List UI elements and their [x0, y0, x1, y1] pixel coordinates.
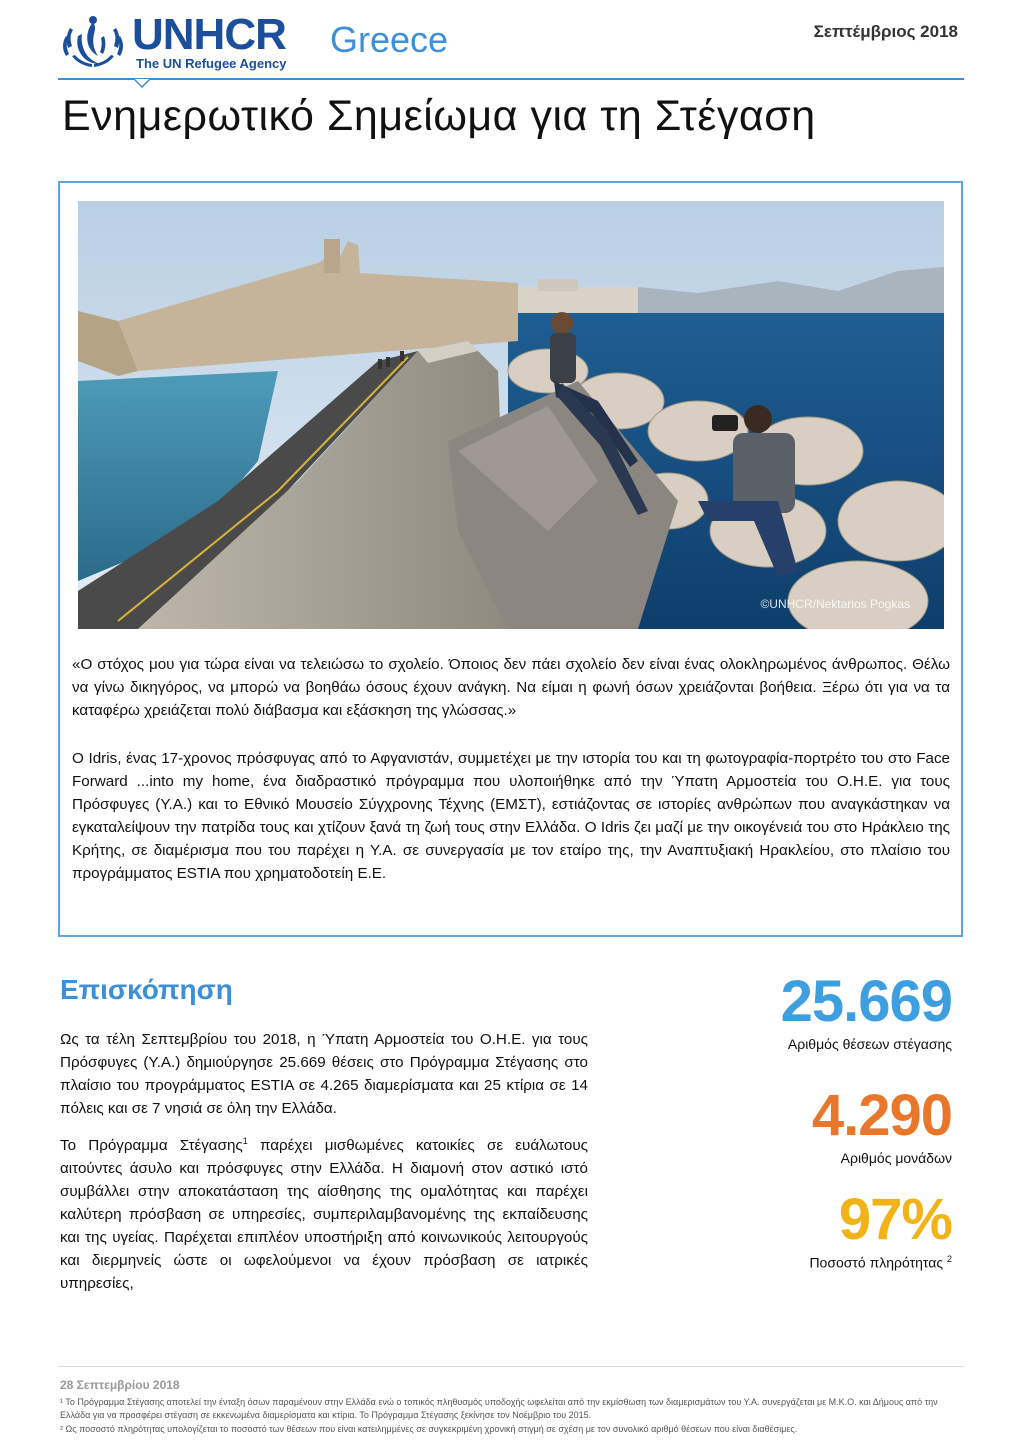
unhcr-emblem-icon: [58, 14, 128, 72]
stat-housing-places: [780, 969, 952, 1052]
unhcr-logo[interactable]: [58, 12, 318, 74]
footnote-1: ¹ Το Πρόγραμμα Στέγασης αποτελεί την ένταξη όσων παραμένουν στην Ελλάδα ενώ ο τοπικός πληθυσμός υποδοχής ωφελείται από την εκμίσθωση των διαμερισμάτων του Υ.Α. συνεργάζεται με Μ.Κ.Ο. και Δήμους από την Ελλάδα για να προσφέρει στέγαση σε εκκενωμένα διαμερίσματα και κτίρια. Το Πρόγραμμα Στέγασης ξεκίνησε τον Νοέμβριο του 2015.: [60, 1397, 938, 1420]
document-title: Ενημερωτικό Σημείωμα για τη Στέγαση: [62, 92, 816, 140]
feature-box: [58, 181, 963, 937]
footnotes: [60, 1396, 960, 1437]
footnote-ref-2[interactable]: 2: [946, 1254, 952, 1264]
feature-photo: [78, 201, 944, 629]
overview-paragraph-1: Ως τα τέλη Σεπτεμβρίου του 2018, η Ύπατη Αρμοστεία του Ο.Η.Ε. για τους Πρόσφυγες (Υ.Α.) δημιούργησε 25.669 θέσεις στο Πρόγραμμα Στέγασης στο πλαίσιο του προγράμματος ESTIA σε 4.265 διαμερίσματα και 25 κτίρια σε 14 πόλεις και σε 7 νησιά σε όλη την Ελλάδα.: [60, 1031, 588, 1117]
feature-quote: «Ο στόχος μου για τώρα είναι να τελειώσω το σχολείο. Όποιος δεν πάει σχολείο δεν είναι ένας ολοκληρωμένος άνθρωπος. Θέλω να γίνω δικηγόρος, να μπορώ να βοηθάω όσους έχουν ανάγκη. Να είμαι η φωνή όσων χρειάζονται βοήθεια. Ξέρω ότι για να τα καταφέρω χρειάζεται πολύ διάβασμα και εξάσκηση της γλώσσας.»: [72, 656, 950, 719]
harbour-photo-illustration: [78, 201, 944, 629]
country-label: Greece: [330, 19, 449, 60]
stat-label: Αριθμός θέσεων στέγασης: [787, 1036, 952, 1052]
overview-paragraph-2: Το Πρόγραμμα Στέγασης$^1$ παρέχει μισθωμένες κατοικίες σε ευάλωτους αιτούντες άσυλο και πρόσφυγες στην Ελλάδα. Η διαμονή στον αστικό ιστό συμβάλλει στην αποκατάσταση της αίσθησης της ομαλότητας και παρέχει καλύτερη πρόσβαση σε υπηρεσίες, συμπεριλαμβανομένης της εκπαίδευσης και της υγείας. Παρέχεται επιπλέον υποστήριξη από κοινωνικούς λειτουργούς και διερμηνείς ώστε οι ωφελούμενοι να έχουν πρόσβαση σε ιατρικές υπηρεσίες,: [60, 1136, 588, 1293]
stat-value: 97%: [838, 1187, 952, 1252]
stat-value: 25.669: [780, 969, 952, 1034]
overview-heading: Επισκόπηση: [60, 974, 233, 1005]
stat-label: Ποσοστό πληρότητας $^2$: [809, 1254, 952, 1271]
header-rule: [58, 78, 964, 80]
footnote-2: ² Ως ποσοστό πληρότητας υπολογίζεται το ποσοστό των θέσεων που είναι κατειλημμένες σε συγκεκριμένη χρονική στιγμή σε σχέση με τον συνολικό αριθμό θέσεων που είναι διαθέσιμες.: [60, 1424, 798, 1434]
page-header: [58, 12, 964, 82]
logo-subtitle: The UN Refugee Agency: [136, 56, 287, 71]
stat-occupancy: [809, 1187, 952, 1271]
footnote-ref-1[interactable]: 1: [242, 1136, 248, 1146]
header-date: Σεπτέμβριος 2018: [813, 22, 958, 41]
stat-label: Αριθμός μονάδων: [840, 1150, 952, 1166]
footer-date: 28 Σεπτεμβρίου 2018: [60, 1378, 180, 1392]
overview-text: [60, 1028, 588, 1305]
stat-units: [811, 1083, 952, 1166]
photo-credit: ©UNHCR/Nektarios Pogkas: [760, 597, 910, 611]
feature-story: Ο Idris, ένας 17-χρονος πρόσφυγας από το Αφγανιστάν, συμμετέχει με την ιστορία του και τη φωτογραφία-πορτρέτο του στο Face Forward ...into my home, ένα διαδραστικό πρόγραμμα που υλοποιήθηκε από την Ύπατη Αρμοστεία του Ο.Η.Ε. για τους Πρόσφυγες (Υ.Α.) και το Εθνικό Μουσείο Σύγχρονης Τέχνης (ΕΜΣΤ), εστιάζοντας σε ιστορίες ανθρώπων που αναγκάστηκαν να εγκαταλείψουν την πατρίδα τους και χτίζουν ξανά τη ζωή τους στην Ελλάδα. Ο Idris ζει μαζί με την οικογένειά του στο Ηράκλειο της Κρήτης, σε διαμέρισμα που του παρέχει η Υ.Α. σε συνεργασία με τον εταίρο της, την Αναπτυξιακή Ηρακλείου, στο πλαίσιο του προγράμματος ESTIA που χρηματοδοτείη Ε.Ε.: [72, 750, 950, 882]
stat-value: 4.290: [811, 1083, 952, 1148]
logo-wordmark: UNHCR: [132, 10, 286, 59]
footer-rule: [58, 1366, 964, 1367]
